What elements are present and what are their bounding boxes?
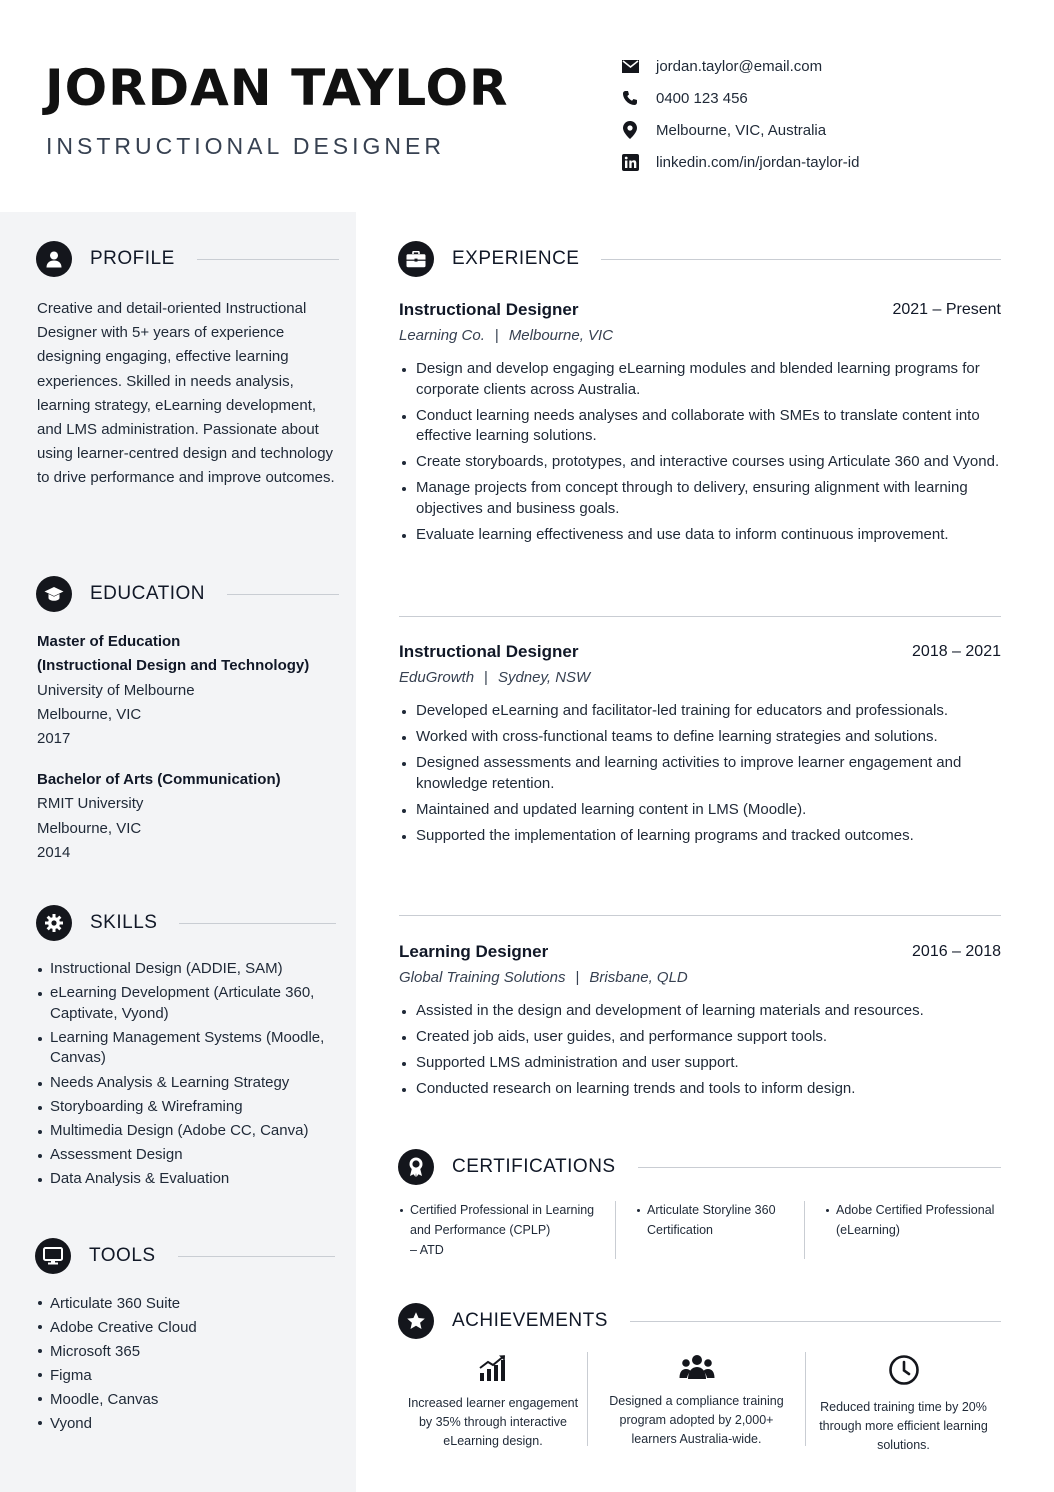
achievement-line: solutions. [877, 1437, 930, 1452]
job-divider [399, 616, 1001, 617]
company-name: EduGrowth [399, 669, 475, 686]
certification-item [616, 1201, 804, 1259]
clock-icon [888, 1354, 920, 1386]
profile-section-header [36, 241, 339, 277]
list-item: Microsoft 365 [37, 1340, 337, 1364]
certifications-list [399, 1201, 1001, 1259]
growth-chart-icon [478, 1354, 508, 1382]
list-item: Developed eLearning and facilitator-led training for educators and professionals. [399, 701, 1001, 722]
contact-email [620, 50, 1040, 82]
list-item: Adobe Creative Cloud [37, 1316, 337, 1340]
cert-line: Adobe Certified Professional [836, 1203, 995, 1217]
list-item: Conducted research on learning trends and tools to inform design. [399, 1079, 1001, 1100]
job-responsibilities [399, 1001, 1001, 1100]
achievement-line: program adopted by 2,000+ [619, 1412, 774, 1427]
list-item: Design and develop engaging eLearning modules and blended learning programs for corporate clients across Australia. [399, 359, 1001, 400]
education-section-header [36, 576, 339, 612]
job-location: Melbourne, VIC [508, 327, 614, 344]
skills-section-header [36, 905, 336, 941]
list-item: Create storyboards, prototypes, and interactive courses using Articulate 360 and Vyond. [399, 452, 1001, 473]
list-item: Evaluate learning effectiveness and use data to inform continuous improvement. [399, 525, 1001, 546]
achievements-section-header [398, 1303, 1001, 1339]
achievement-line: through more efficient learning [819, 1418, 988, 1433]
cert-line: Articulate Storyline 360 [647, 1203, 776, 1217]
user-icon [36, 241, 72, 277]
achievement-line: learners Australia-wide. [631, 1431, 762, 1446]
list-item: Worked with cross-functional teams to define learning strategies and solutions. [399, 727, 1001, 748]
job-responsibilities [399, 359, 1001, 545]
section-divider [638, 1167, 1001, 1168]
list-item: Assessment Design [37, 1145, 337, 1166]
achievement-text [609, 1392, 783, 1448]
experience-entry [399, 641, 1001, 852]
graduation-cap-icon [36, 576, 72, 612]
phone-text: 0400 123 456 [656, 89, 748, 107]
candidate-name: JORDAN TAYLOR [45, 59, 509, 117]
achievement-line: Increased learner engagement [407, 1396, 579, 1410]
cert-line: – ATD [410, 1242, 444, 1257]
candidate-title: INSTRUCTIONAL DESIGNER [46, 133, 445, 159]
job-title: Instructional Designer [399, 300, 579, 319]
graduation-year: 2014 [37, 843, 71, 861]
job-divider [399, 915, 1001, 916]
cert-line: (eLearning) [836, 1222, 900, 1237]
achievement-item [806, 1352, 1001, 1452]
award-ribbon-icon [398, 1149, 434, 1185]
experience-section-header [398, 241, 1001, 277]
profile-summary: Creative and detail-oriented Instructional Designer with 5+ years of experience designing engaging, effective learning experiences. Skilled in needs analysis, learning strategy, eLearning development, and LMS administration. Passionate about using learner-centred design and technology to drive performance and improve outcomes. [37, 300, 335, 487]
envelope-icon [620, 56, 640, 76]
list-item: Created job aids, user guides, and performance support tools. [399, 1027, 1001, 1048]
section-divider [227, 594, 339, 595]
list-item: Needs Analysis & Learning Strategy [37, 1073, 337, 1094]
list-item: Designed assessments and learning activities to improve learner engagement and knowledge retention. [399, 753, 1001, 794]
education-item [37, 630, 337, 751]
list-item: Vyond [37, 1412, 337, 1436]
linkedin-icon [620, 152, 640, 172]
company-name: Global Training Solutions [399, 969, 566, 986]
school-location: Melbourne, VIC [37, 705, 142, 723]
tools-list [37, 1292, 337, 1437]
achievement-item [399, 1352, 587, 1448]
job-title: Learning Designer [399, 942, 549, 961]
experience-entry [399, 299, 1001, 551]
achievement-text [408, 1394, 578, 1450]
job-company-line [399, 668, 1001, 688]
job-title: Instructional Designer [399, 642, 579, 661]
achievement-line: Designed a compliance training [609, 1394, 784, 1408]
achievements-heading: ACHIEVEMENTS [452, 1310, 608, 1331]
job-location: Sydney, NSW [497, 669, 591, 686]
list-item: Data Analysis & Evaluation [37, 1169, 337, 1190]
gear-icon [36, 905, 72, 941]
cert-line: and Performance (CPLP) [410, 1222, 551, 1237]
job-dates: 2021 – Present [892, 301, 1001, 318]
job-location: Brisbane, QLD [589, 969, 688, 986]
profile-heading: PROFILE [90, 248, 175, 269]
achievement-line: Reduced training time by 20% [820, 1400, 987, 1414]
list-item: Maintained and updated learning content in LMS (Moodle). [399, 800, 1001, 821]
list-item: Conduct learning needs analyses and collaborate with SMEs to translate content into effective learning solutions. [399, 406, 1001, 447]
job-company-line [399, 968, 1001, 988]
achievement-line: by 35% through interactive [418, 1414, 567, 1429]
section-divider [179, 923, 336, 924]
job-responsibilities [399, 701, 1001, 846]
monitor-icon [35, 1238, 71, 1274]
list-item: Storyboarding & Wireframing [37, 1097, 337, 1118]
company-name: Learning Co. [399, 327, 485, 344]
briefcase-icon [398, 241, 434, 277]
section-divider [601, 259, 1001, 260]
separator: | [575, 969, 580, 986]
skills-heading: SKILLS [90, 912, 158, 933]
list-item: Articulate 360 Suite [37, 1292, 337, 1316]
school-name: University of Melbourne [37, 681, 195, 699]
experience-entry [399, 941, 1001, 1105]
map-pin-icon [620, 120, 640, 140]
contact-phone [620, 82, 1040, 114]
skills-list [37, 959, 337, 1194]
list-item: Moodle, Canvas [37, 1388, 337, 1412]
list-item: Multimedia Design (Adobe CC, Canva) [37, 1121, 337, 1142]
separator: | [494, 327, 499, 344]
list-item: Assisted in the design and development of learning materials and resources. [399, 1001, 1001, 1022]
contact-location [620, 114, 1040, 146]
job-company-line [399, 326, 1001, 346]
people-group-icon [679, 1354, 715, 1380]
achievement-text [819, 1398, 988, 1454]
section-divider [178, 1256, 335, 1257]
list-item: eLearning Development (Articulate 360, Captivate, Vyond) [37, 983, 337, 1024]
graduation-year: 2017 [37, 730, 71, 748]
degree-title: Master of Education [37, 633, 181, 650]
cert-line: Certified Professional in Learning [410, 1203, 595, 1217]
job-dates: 2018 – 2021 [912, 643, 1001, 660]
certification-text [399, 1201, 605, 1260]
education-item [37, 768, 337, 865]
certification-text [636, 1201, 804, 1241]
school-name: RMIT University [37, 795, 144, 813]
tools-section-header [35, 1238, 335, 1274]
list-item: Supported the implementation of learning programs and tracked outcomes. [399, 826, 1001, 847]
phone-icon [620, 88, 640, 108]
certifications-section-header [398, 1149, 1001, 1185]
list-item: Learning Management Systems (Moodle, Canvas) [37, 1028, 337, 1069]
school-location: Melbourne, VIC [37, 819, 142, 837]
location-text: Melbourne, VIC, Australia [656, 121, 827, 139]
job-dates: 2016 – 2018 [912, 943, 1001, 960]
achievement-line: eLearning design. [443, 1433, 543, 1448]
resume-header [0, 0, 1054, 212]
certification-item [399, 1201, 615, 1259]
tools-heading: TOOLS [89, 1245, 156, 1266]
degree-specialisation: (Instructional Design and Technology) [37, 657, 310, 675]
list-item: Figma [37, 1364, 337, 1388]
list-item: Manage projects from concept through to delivery, ensuring alignment with learning objectives and business goals. [399, 478, 1001, 519]
list-item: Supported LMS administration and user support. [399, 1053, 1001, 1074]
certifications-heading: CERTIFICATIONS [452, 1156, 616, 1177]
section-divider [197, 259, 339, 260]
achievement-item [588, 1352, 805, 1448]
star-icon [398, 1303, 434, 1339]
certification-item [805, 1201, 1001, 1259]
achievements-list [399, 1352, 1001, 1452]
separator: | [484, 669, 488, 686]
experience-heading: EXPERIENCE [452, 248, 580, 269]
degree-title: Bachelor of Arts (Communication) [37, 771, 281, 788]
contact-info [620, 50, 1040, 178]
education-heading: EDUCATION [90, 583, 205, 604]
certification-text [825, 1201, 1001, 1241]
email-text: jordan.taylor@email.com [656, 57, 823, 75]
contact-linkedin[interactable] [620, 146, 1040, 178]
cert-line: Certification [647, 1222, 713, 1237]
section-divider [630, 1321, 1001, 1322]
list-item: Instructional Design (ADDIE, SAM) [37, 959, 337, 980]
linkedin-text[interactable]: linkedin.com/in/jordan-taylor-id [656, 153, 860, 171]
